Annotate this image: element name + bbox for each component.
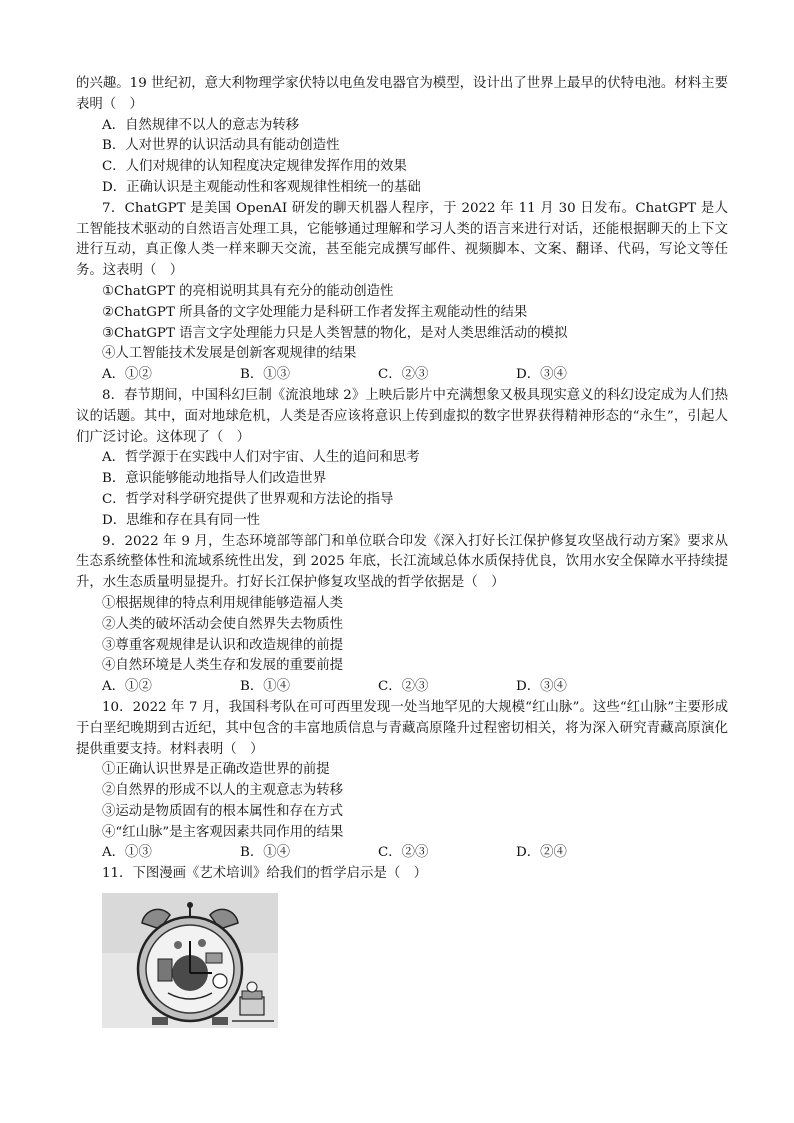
q7-choice-a: A．①② [102, 367, 152, 383]
q10-choice-b: B．①④ [240, 845, 291, 861]
q10-statement-4: ④“红山脉”是主客观因素共同作用的结果 [102, 824, 344, 840]
q9-statement-4: ④自然环境是人类生存和发展的重要前提 [102, 658, 344, 674]
q6-option-d: D．正确认识是主观能动性和客观规律性相统一的基础 [102, 179, 421, 195]
q10-statement-3: ③运动是物质固有的根本属性和存在方式 [102, 803, 344, 819]
q11-stem: 11．下图漫画《艺术培训》给我们的哲学启示是（ ） [102, 866, 428, 882]
q10-choice-d: D．②④ [516, 845, 567, 861]
q9-statement-3: ③尊重客观规律是认识和改造规律的前提 [102, 637, 344, 653]
q7-statement-4: ④人工智能技术发展是创新客观规律的结果 [102, 346, 357, 362]
question-column [76, 74, 728, 1028]
q8-option-d: D．思维和存在具有同一性 [102, 512, 261, 528]
q9-statement-1: ①根据规律的特点利用规律能够造福人类 [102, 595, 344, 611]
q7-statement-2: ②ChatGPT 所具备的文字处理能力是科研工作者发挥主观能动性的结果 [102, 304, 528, 320]
alarm-clock-cartoon-image [102, 893, 278, 1028]
q8-option-a: A．哲学源于在实践中人们对宇宙、人生的追问和思考 [102, 450, 420, 466]
q6-option-c: C．人们对规律的认知程度决定规律发挥作用的效果 [102, 159, 407, 175]
q10-stem: 10．2022 年 7 月，我国科考队在可可西里发现一处当地罕见的大规模“红山脉”。这些“红山脉”主要形成于白垩纪晚期到古近纪，其中包含的丰富地质信息与青藏高原隆升过程密切相关，将为深入研究青藏高原演化提供重要支持。材料表明（ ） [76, 699, 728, 757]
q10-choice-c: C．②③ [378, 845, 429, 861]
q6-option-a: A．自然规律不以人的意志为转移 [102, 117, 300, 133]
q9-choice-c: C．②③ [378, 679, 429, 695]
q7-choices [76, 365, 728, 386]
q7-choice-c: C．②③ [378, 367, 429, 383]
q9-choices [76, 677, 728, 698]
q10-statement-1: ①正确认识世界是正确改造世界的前提 [102, 762, 330, 778]
q9-stem: 9．2022 年 9 月，生态环境部等部门和单位联合印发《深入打好长江保护修复攻坚战行动方案》要求从生态系统整体性和流域系统性出发，到 2025 年底，长江流域总体水质保持优良，饮用水安全保障水平持续提升，水生态质量明显提升。打好长江保护修复攻坚战的哲学依据是（ ） [76, 533, 728, 591]
q9-choice-d: D．③④ [516, 679, 567, 695]
q8-option-b: B．意识能够能动地指导人们改造世界 [102, 471, 327, 487]
q6-option-b: B．人对世界的认识活动具有能动创造性 [102, 138, 340, 154]
q6-stem-tail: 的兴趣。19 世纪初，意大利物理学家伏特以电鱼发电器官为模型，设计出了世界上最早的伏特电池。材料主要表明（ ） [76, 76, 728, 112]
q7-choice-b: B．①③ [240, 367, 291, 383]
q9-statement-2: ②人类的破坏活动会使自然界失去物质性 [102, 616, 344, 632]
q10-statement-2: ②自然界的形成不以人的主观意志为转移 [102, 783, 344, 799]
q9-choice-b: B．①④ [240, 679, 291, 695]
q8-option-c: C．哲学对科学研究提供了世界观和方法论的指导 [102, 491, 394, 507]
q7-statement-3: ③ChatGPT 语言文字处理能力只是人类智慧的物化，是对人类思维活动的模拟 [102, 325, 568, 341]
q10-choice-a: A．①③ [102, 845, 152, 861]
q10-choices [76, 843, 728, 864]
cartoon-art-training [102, 893, 278, 1028]
q7-statement-1: ①ChatGPT 的亮相说明其具有充分的能动创造性 [102, 283, 394, 299]
q8-stem: 8．春节期间，中国科幻巨制《流浪地球 2》上映后影片中充满想象又极具现实意义的科幻设定成为人们热议的话题。其中，面对地球危机，人类是否应该将意识上传到虚拟的数字世界获得精神形态的“永生”，引起人们广泛讨论。这体现了（ ） [76, 387, 728, 445]
q9-choice-a: A．①② [102, 679, 152, 695]
q7-choice-d: D．③④ [516, 367, 567, 383]
q7-stem: 7．ChatGPT 是美国 OpenAI 研发的聊天机器人程序，于 2022 年 11 月 30 日发布。ChatGPT 是人工智能技术驱动的自然语言处理工具，它能够通过理解和学习人类的语言来进行对话，还能根据聊天的上下文进行互动，真正像人类一样来聊天交流，甚至能完成撰写邮件、视频脚本、文案、翻译、代码，写论文等任务。这表明（ ） [76, 200, 728, 279]
